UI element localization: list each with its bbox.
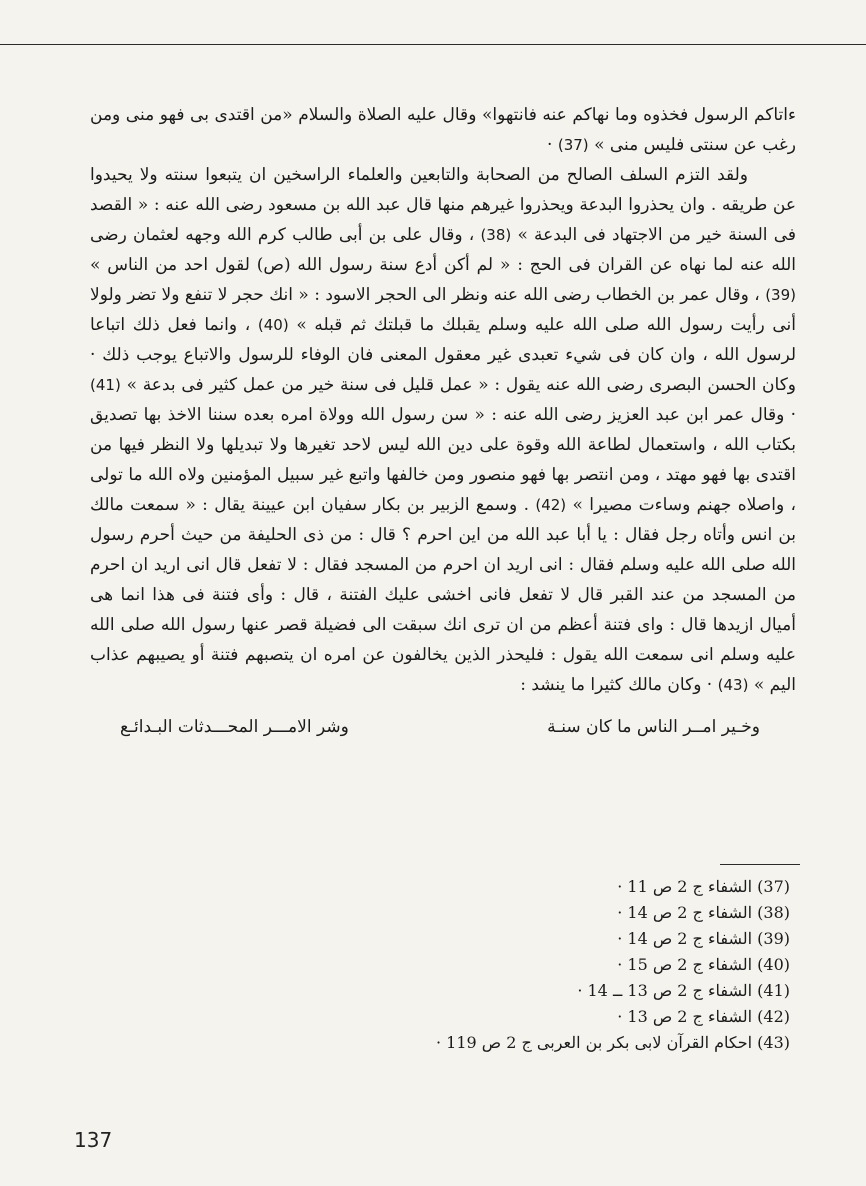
paragraph-2-part-c: ، وقال عمر بن الخطاب رضى الله عنه ونظر الى الحجر الاسود : « انك حجر لا تنفع ولا تضر ولولا أنى رأيت رسول الله صلى الله عليه وسلم يقبلك ما قبلتك ثم قبله » xyxy=(90,285,797,335)
footnote-ref-38: (38) xyxy=(480,226,512,244)
footnote-ref-37: (37) xyxy=(557,136,589,154)
top-rule xyxy=(0,44,866,45)
paragraph-1-end: · xyxy=(547,135,553,155)
poem-left-hemistich: وشر الامـــر المحـــدثات البـدائـع xyxy=(120,717,349,737)
main-text xyxy=(90,100,796,742)
footnote-ref-40: (40) xyxy=(257,316,289,334)
paragraph-2-part-a: ولقد التزم السلف الصالح من الصحابة والتابعين والعلماء الراسخين ان يتبعوا سنته ولا يحيدوا عن طريقه . وان يحذروا البدعة ويحذروا غيرهم منها قال عبد الله بن مسعود رضى الله عنه : « القصد فى السنة خير من الاجتهاد فى البدعة » xyxy=(90,165,797,245)
poem-right-hemistich: وخـير امــر الناس ما كان سنـة xyxy=(547,717,760,737)
paragraph-2-part-g: · وكان مالك كثيرا ما ينشد : xyxy=(520,675,713,695)
footnotes xyxy=(300,874,790,1056)
footnote-42: (42) الشفاء ج 2 ص 13 · xyxy=(617,1007,790,1026)
footnote-38: (38) الشفاء ج 2 ص 14 · xyxy=(617,903,790,922)
footnote-39: (39) الشفاء ج 2 ص 14 · xyxy=(617,929,790,948)
footnote-40: (40) الشفاء ج 2 ص 15 · xyxy=(617,955,790,974)
poem-verse xyxy=(90,712,796,742)
paragraph-1-text: ءاتاكم الرسول فخذوه وما نهاكم عنه فانتهوا» وقال عليه الصلاة والسلام «من اقتدى بى فهو منى ومن رغب عن سنتى فليس منى » xyxy=(90,105,796,155)
page-number: 137 xyxy=(74,1128,113,1152)
footnote-ref-43: (43) xyxy=(717,676,749,694)
footnote-43: (43) احكام القرآن لابى بكر بن العربى ج 2 ص 119 · xyxy=(436,1033,790,1052)
paragraph-2-part-e: · وقال عمر ابن عبد العزيز رضى الله عنه : « سن رسول الله وولاة امره بعده سننا الاخذ بها تصديق بكتاب الله ، واستعمال لطاعة الله وقوة على دين الله ليس لاحد تغيرها ولا تبديلها ولا النظر فيها من اقتدى بها فهو مهتد ، ومن انتصر بها فهو منصور ومن خالفها واتبع غير سبيل المؤمنين ولاه الله ما تولى ، واصلاه جهنم وساءت مصيرا » xyxy=(90,405,797,515)
paragraph-2-part-d: ، وانما فعل ذلك اتباعا لرسول الله ، وان كان فى شيء تعبدى غير معقول المعنى فان الوفاء للرسول والاتباع يوجب ذلك · وكان الحسن البصرى رضى الله عنه يقول : « عمل قليل فى سنة خير من عمل كثير فى بدعة » xyxy=(90,315,797,395)
paragraph-2-part-b: ، وقال على بن أبى طالب كرم الله وجهه لعثمان رضى الله عنه لما نهاه عن القران فى الحج : « لم أكن أدع سنة رسول الله (ص) لقول احد من الناس » xyxy=(90,225,796,275)
footnote-37: (37) الشفاء ج 2 ص 11 · xyxy=(617,877,790,896)
paragraph-1 xyxy=(90,100,796,160)
footnote-ref-41: (41) xyxy=(90,376,121,394)
footnote-ref-42: (42) xyxy=(535,496,567,514)
paragraph-2-part-f: . وسمع الزبير بن بكار سفيان ابن عيينة يقال : « سمعت مالك بن انس وأتاه رجل فقال : يا أبا عبد الله من اين احرم ؟ قال : من ذى الحليفة من حيث أحرم رسول الله صلى الله عليه وسلم فقال : انى اريد ان احرم من المسجد فقال : لا تفعل قال انى اريد ان احرم من المسجد من عند القبر قال لا تفعل فانى اخشى عليك الفتنة ، قال : وأى فتنة فى هذا انما هى أميال ازيدها قال : واى فتنة أعظم من ان ترى انك سبقت الى فضيلة قصر عنها رسول الله صلى الله عليه وسلم انى سمعت الله يقول : فليحذر الذين يخالفون عن امره ان يتصبهم فتنة أو يصيبهم عذاب اليم » xyxy=(90,495,796,695)
footnote-41: (41) الشفاء ج 2 ص 13 ــ 14 · xyxy=(577,981,790,1000)
footnote-ref-39: (39) xyxy=(765,286,796,304)
footnote-rule xyxy=(720,864,800,865)
paragraph-2 xyxy=(90,160,796,700)
